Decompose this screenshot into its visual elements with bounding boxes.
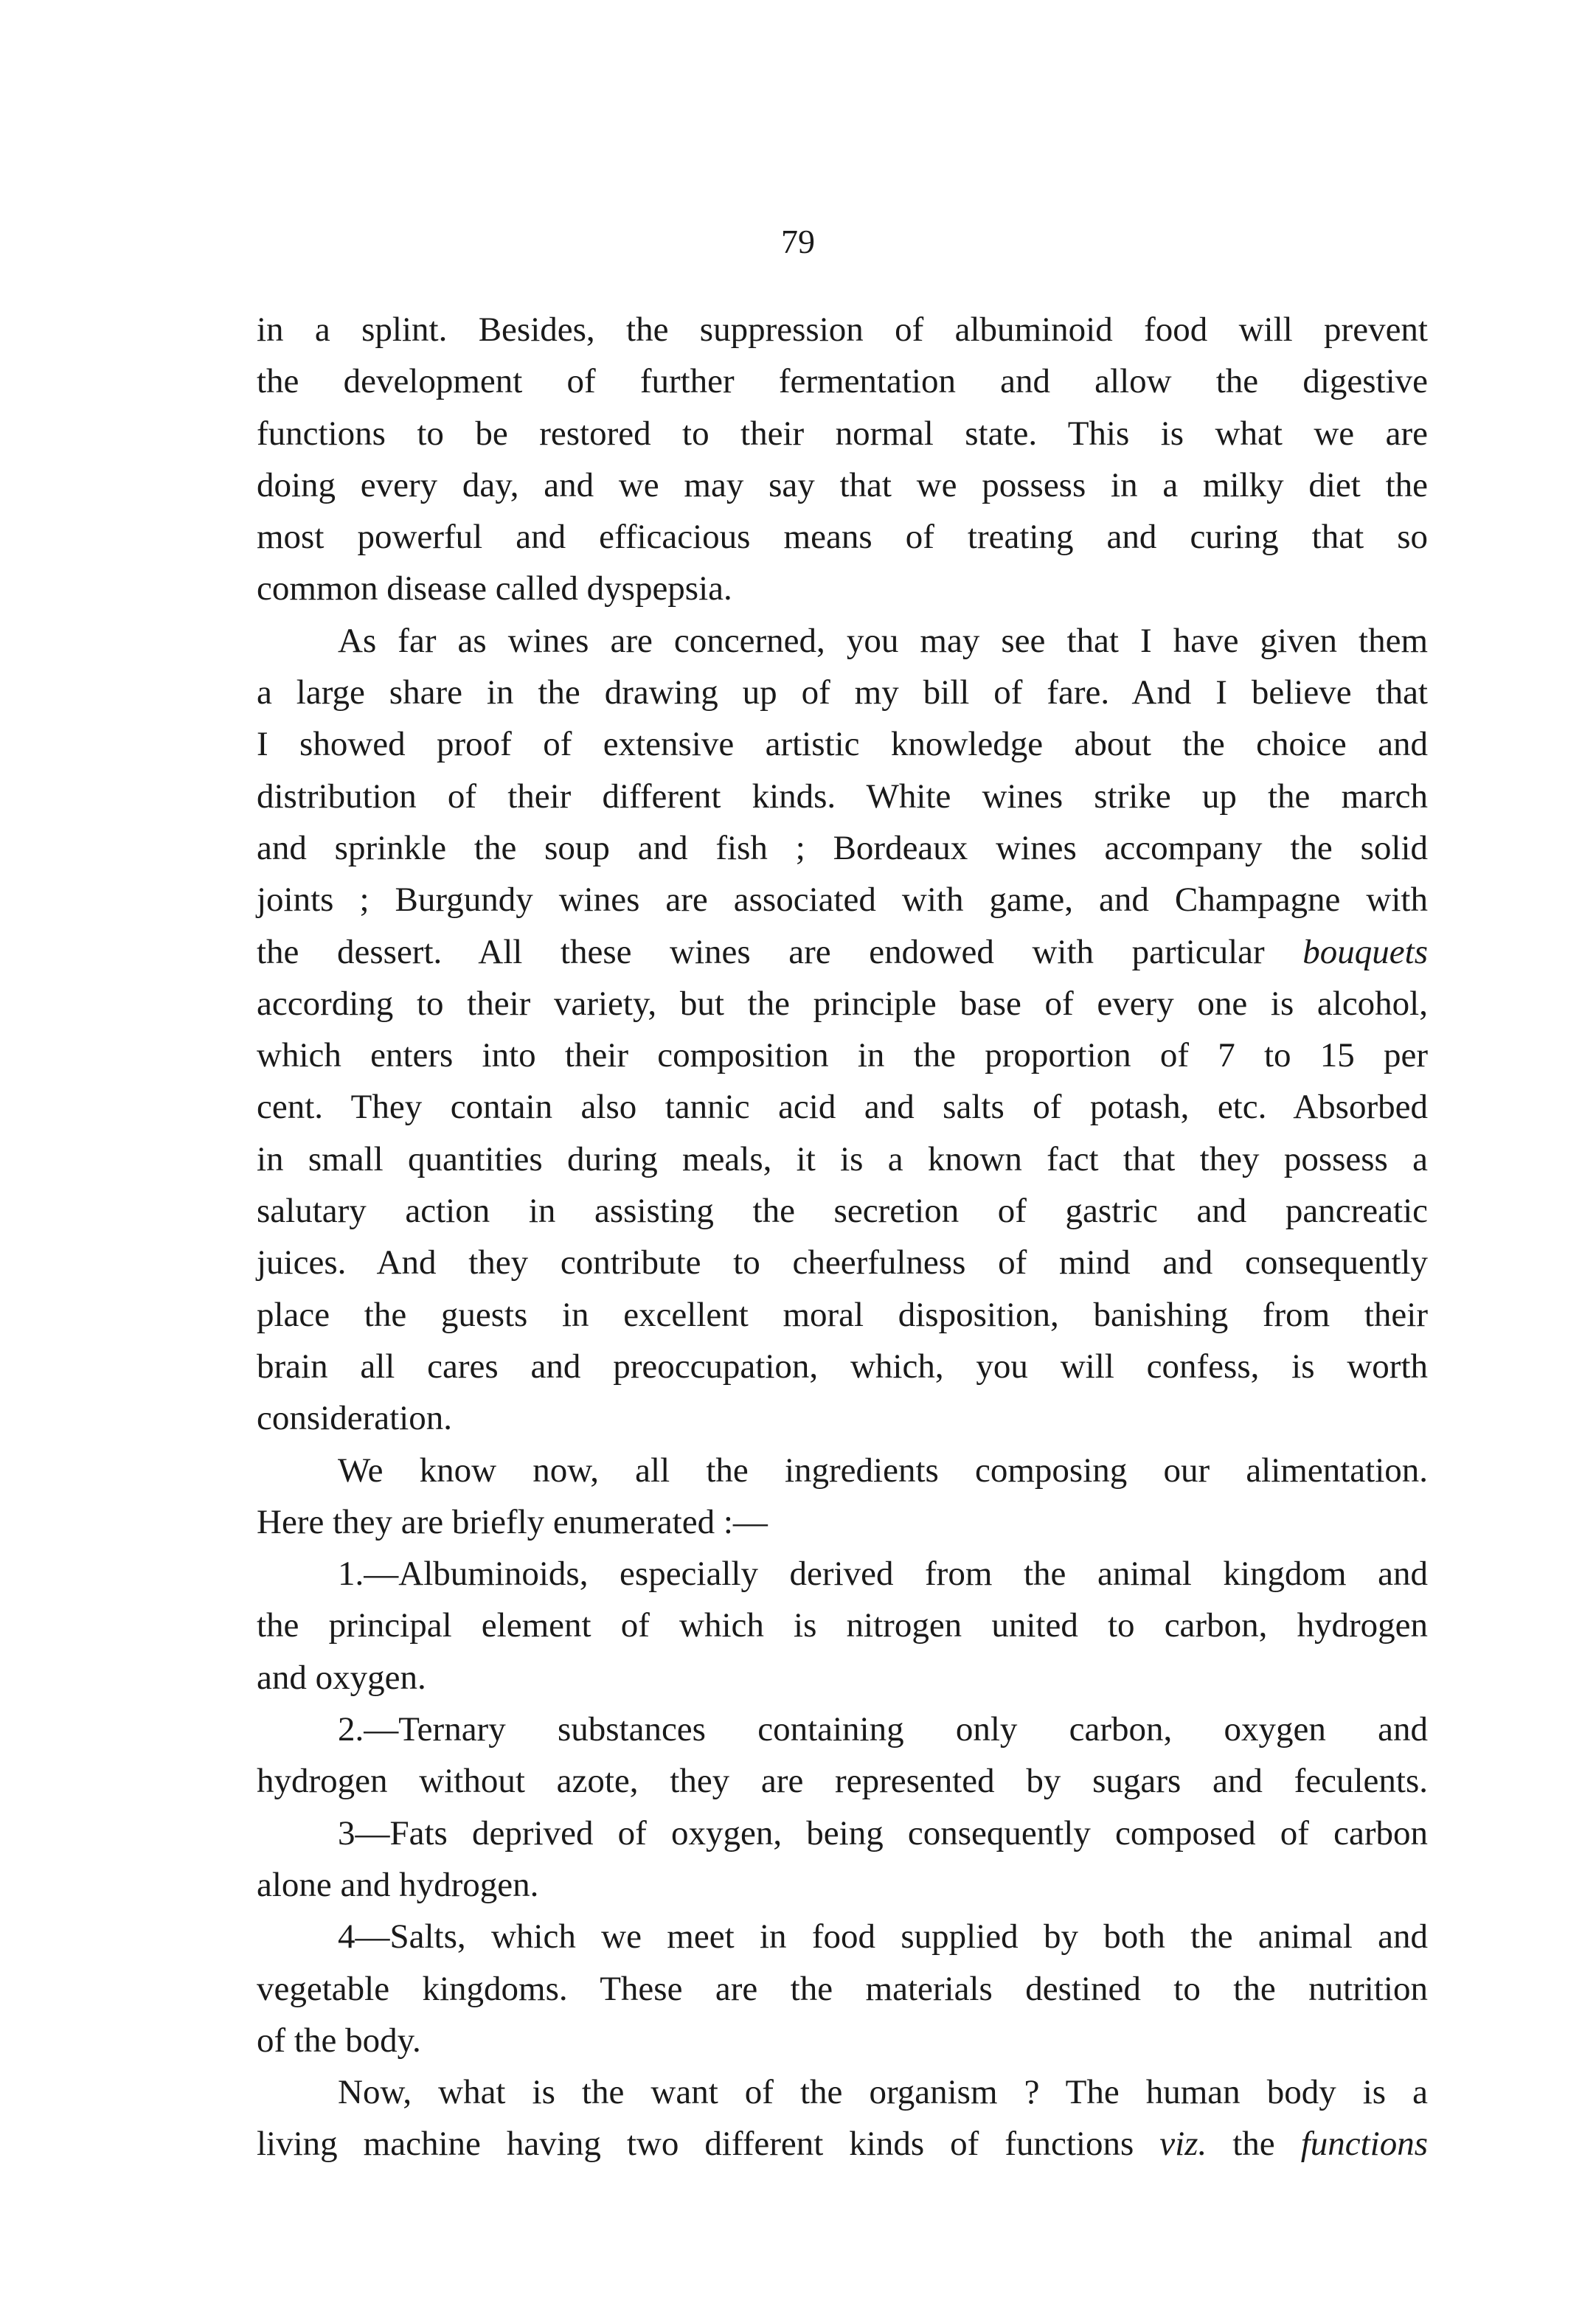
text-line: joints ; Burgundy wines are associated with game, and Champagne with [257, 881, 1428, 920]
text-line: hydrogen without azote, they are represented by sugars and feculents. [257, 1762, 1428, 1801]
body-text [257, 304, 1428, 2170]
text-line: and oxygen. [257, 1658, 426, 1697]
text-line: alone and hydrogen. [257, 1865, 539, 1904]
text-line: in a splint. Besides, the suppression of albuminoid food will prevent [257, 310, 1428, 349]
text-line: which enters into their composition in the proportion of 7 to 15 per [257, 1036, 1428, 1075]
text-line: of the body. [257, 2021, 421, 2060]
text-line: cent. They contain also tannic acid and salts of potash, etc. Absorbed [257, 1088, 1428, 1127]
text-line: doing every day, and we may say that we possess in a milky diet the [257, 465, 1428, 504]
text-line: juices. And they contribute to cheerfulness of mind and consequently [257, 1243, 1428, 1282]
text-line: 3—Fats deprived of oxygen, being consequently composed of carbon [338, 1813, 1428, 1853]
text-line: 2.—Ternary substances containing only carbon, oxygen and [338, 1710, 1428, 1749]
text-line: 4—Salts, which we meet in food supplied by both the animal and [338, 1917, 1428, 1956]
text-line: the dessert. All these wines are endowed with particular bouquets [257, 932, 1428, 971]
text-line: Here they are briefly enumerated :— [257, 1502, 768, 1541]
text-line: according to their variety, but the principle base of every one is alcohol, [257, 984, 1428, 1023]
text-line: living machine having two different kinds of functions viz. the functions [257, 2125, 1429, 2164]
text-line: As far as wines are concerned, you may see that I have given them [338, 621, 1428, 660]
text-line: We know now, all the ingredients composing our alimentation. [338, 1451, 1428, 1490]
text-line: 1.—Albuminoids, especially derived from the animal kingdom and [338, 1555, 1428, 1594]
text-line: most powerful and efficacious means of treating and curing that so [257, 518, 1428, 557]
text-line: Now, what is the want of the organism ? The human body is a [338, 2073, 1428, 2112]
text-line: salutary action in assisting the secretion of gastric and pancreatic [257, 1192, 1428, 1231]
text-line: place the guests in excellent moral disposition, banishing from their [257, 1295, 1428, 1334]
text-line: in small quantities during meals, it is a known fact that they possess a [257, 1139, 1428, 1178]
page-number: 79 [781, 223, 815, 260]
text-line: consideration. [257, 1399, 452, 1438]
text-line: distribution of their different kinds. White wines strike up the march [257, 777, 1428, 816]
text-line: common disease called dyspepsia. [257, 569, 732, 608]
text-line: a large share in the drawing up of my bill of fare. And I believe that [257, 673, 1428, 712]
text-line: I showed proof of extensive artistic knowledge about the choice and [257, 725, 1428, 764]
text-line: brain all cares and preoccupation, which, you will confess, is worth [257, 1347, 1428, 1386]
text-line: the principal element of which is nitrogen united to carbon, hydrogen [257, 1606, 1428, 1645]
text-line: and sprinkle the soup and fish ; Bordeaux wines accompany the solid [257, 828, 1428, 867]
text-line: the development of further fermentation and allow the digestive [257, 362, 1428, 401]
text-line: functions to be restored to their normal state. This is what we are [257, 414, 1428, 453]
text-line: vegetable kingdoms. These are the materials destined to the nutrition [257, 1969, 1428, 2008]
